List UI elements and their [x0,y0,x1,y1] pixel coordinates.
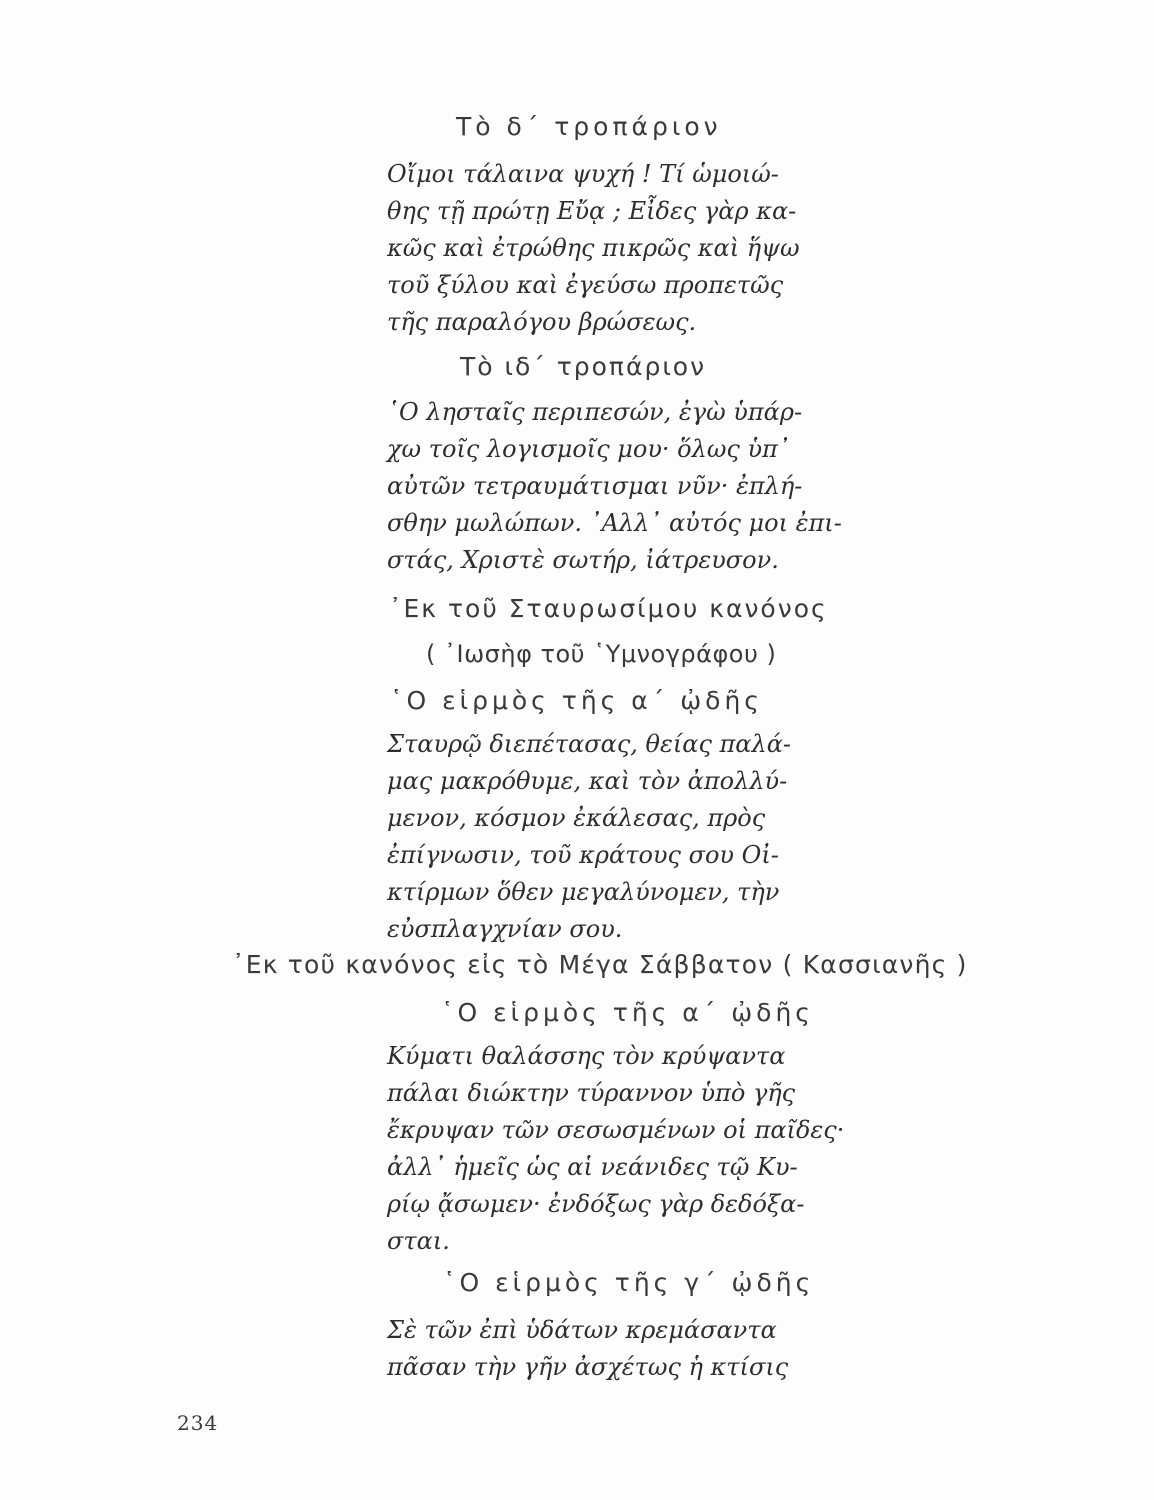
section-heading: ᾿Εκ τοῦ κανόνος εἰς τὸ Μέγα Σάββατον ( Κασσιανῆς ) [232,950,968,979]
heirmos-heading: ῾Ο εἱρμὸς τῆς α΄ ᾠδῆς [390,686,763,715]
heirmos-text [387,1038,844,1260]
text-line: κτίρμων ὅθεν μεγαλύνομεν, τὴν [387,878,780,906]
text-line: Σταυρῷ διεπέτασας, θείας παλά- [387,730,792,758]
text-line: ῾Ο λησταῖς περιπεσών, ἐγὼ ὑπάρ- [387,398,803,426]
text-line: Οἴμοι τάλαινα ψυχή ! Τί ὡμοιώ- [387,160,779,188]
text-line: ἀλλ᾽ ἡμεῖς ὡς αἱ νεάνιδες τῷ Κυ- [387,1153,798,1181]
text-line: Κύματι θαλάσσης τὸν κρύψαντα [387,1042,786,1070]
text-line: σται. [387,1227,450,1255]
text-line: αὐτῶν τετραυμάτισμαι νῦν· ἐπλή- [387,472,803,500]
text-line: χω τοῖς λογισμοῖς μου· ὅλως ὑπ᾽ [387,435,790,463]
heirmos-heading: ῾Ο εἱρμὸς τῆς α΄ ᾠδῆς [441,998,814,1027]
text-line: θης τῇ πρώτῃ Εὔᾳ ; Εἶδες γὰρ κα- [387,197,797,225]
text-line: μας μακρόθυμε, καὶ τὸν ἀπολλύ- [387,767,788,795]
heirmos-text [387,726,791,948]
text-line: πᾶσαν τὴν γῆν ἀσχέτως ἡ κτίσις [387,1353,789,1381]
troparion-text [387,394,842,579]
text-line: πάλαι διώκτην τύραννον ὑπὸ γῆς [387,1079,796,1107]
text-line: εὐσπλαγχνίαν σου. [387,915,623,943]
section-heading: Τὸ δ΄ τροπάριον [456,112,722,141]
section-heading: ᾿Εκ τοῦ Σταυρωσίμου κανόνος [389,594,828,623]
text-line: κῶς καὶ ἐτρώθης πικρῶς καὶ ἥψω [387,234,800,262]
text-line: ἐπίγνωσιν, τοῦ κράτους σου Οἰ- [387,841,779,869]
text-line: μενον, κόσμον ἐκάλεσας, πρὸς [387,804,766,832]
text-line: στάς, Χριστὲ σωτήρ, ἰάτρευσον. [387,546,779,574]
section-heading: Τὸ ιδ΄ τροπάριον [460,352,707,381]
text-line: ἔκρυψαν τῶν σεσωσμένων οἱ παῖδες· [387,1116,845,1144]
heirmos-heading: ῾Ο εἱρμὸς τῆς γ΄ ᾠδῆς [443,1268,815,1297]
text-line: τοῦ ξύλου καὶ ἐγεύσω προπετῶς [387,271,784,299]
text-line: τῆς παραλόγου βρώσεως. [387,308,697,336]
text-line: Σὲ τῶν ἐπὶ ὑδάτων κρεμάσαντα [387,1316,777,1344]
page-number: 234 [177,1411,219,1435]
text-line: ρίῳ ᾄσωμεν· ἐνδόξως γὰρ δεδόξα- [387,1190,805,1218]
troparion-text [387,156,800,341]
heirmos-text [387,1312,788,1386]
section-subheading: ( ᾿Ιωσὴφ τοῦ ῾Υμνογράφου ) [426,640,777,668]
text-line: σθην μωλώπων. ᾿Αλλ᾽ αὐτός μοι ἐπι- [387,509,842,537]
